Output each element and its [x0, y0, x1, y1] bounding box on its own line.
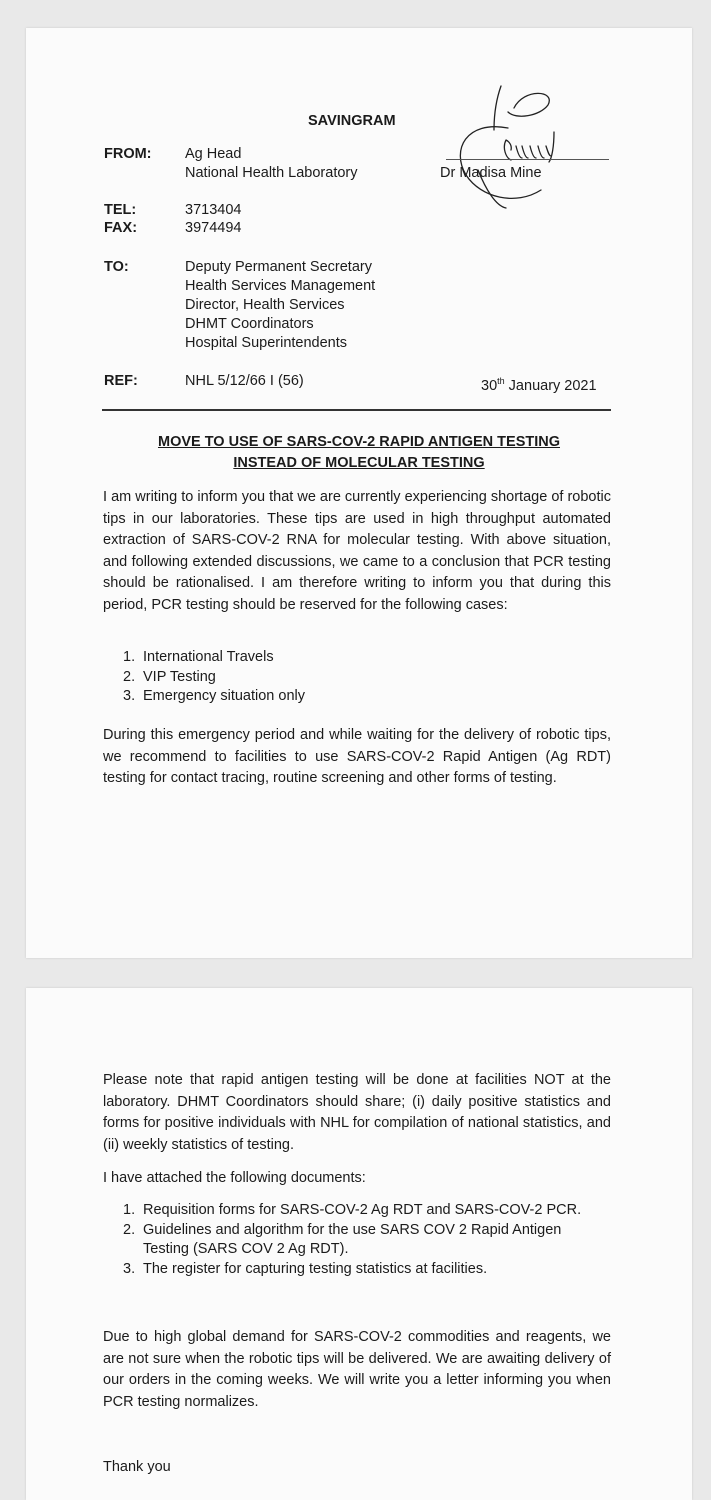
closing-text: Thank you	[103, 1459, 171, 1475]
from-line-2: National Health Laboratory	[185, 165, 358, 181]
from-label: FROM:	[104, 146, 152, 162]
signatory-name: Dr Madisa Mine	[440, 165, 542, 181]
from-line-1: Ag Head	[185, 146, 242, 162]
subject-line-1: MOVE TO USE OF SARS-COV-2 RAPID ANTIGEN TESTING	[157, 434, 560, 450]
list-item: 3. Emergency situation only	[123, 688, 305, 704]
document-title: SAVINGRAM	[308, 113, 396, 129]
body-paragraph-1: I am writing to inform you that we are currently experiencing shortage of robotic tips in our laboratories. These tips are used in high throughput automated extraction of SARS-COV-2 RNA for molecular testing. With above situation, and following extended discussions, we came to a conclusion that PCR testing should be rationalised. I am therefore writing to inform you that during this period, PCR testing should be reserved for the following cases:	[103, 489, 611, 613]
tel-value: 3713404	[185, 202, 242, 218]
to-line-5: Hospital Superintendents	[185, 335, 348, 351]
list-item: 2. VIP Testing	[123, 668, 216, 685]
pcr-cases-list	[123, 648, 305, 707]
to-line-3: Director, Health Services	[185, 297, 345, 313]
body-paragraph-2: During this emergency period and while waiting for the delivery of robotic tips, we recommend to facilities to use SARS-COV-2 Rapid Antigen (Ag RDT) testing for contact tracing, routine screening and other forms of testing.	[103, 727, 611, 786]
list-item: 3. The register for capturing testing statistics at facilities.	[123, 1260, 488, 1277]
subject-line-2: INSTEAD OF MOLECULAR TESTING	[233, 455, 485, 471]
attachments-intro: I have attached the following documents:	[103, 1170, 366, 1186]
letter-page-2	[26, 988, 692, 1500]
body-paragraph-3: Please note that rapid antigen testing will be done at facilities NOT at the laboratory. DHMT Coordinators should share; (i) daily positive statistics and forms for positive individuals with NHL for compilation of national statistics, and (ii) weekly statistics of testing.	[103, 1072, 611, 1153]
tel-label: TEL:	[104, 202, 137, 218]
to-label: TO:	[104, 259, 129, 275]
header-divider	[102, 409, 611, 411]
ref-value: NHL 5/12/66 I (56)	[185, 373, 304, 389]
attachments-list	[123, 1201, 611, 1279]
signature-line	[446, 159, 609, 160]
list-item: 1. International Travels	[123, 649, 274, 665]
list-item: 1. Requisition forms for SARS-COV-2 Ag RDT and SARS-COV-2 PCR.	[123, 1202, 582, 1218]
letter-date: 30th January 2021	[481, 376, 597, 394]
list-item: 2. Guidelines and algorithm for the use SARS COV 2 Rapid Antigen Testing (SARS COV 2 Ag RDT).	[123, 1221, 562, 1257]
fax-value: 3974494	[185, 220, 242, 236]
fax-label: FAX:	[104, 220, 138, 236]
ref-label: REF:	[104, 373, 138, 389]
body-paragraph-4: Due to high global demand for SARS-COV-2 commodities and reagents, we are not sure when the robotic tips will be delivered. We are awaiting delivery of our orders in the coming weeks. We will write you a letter informing you when PCR testing normalizes.	[103, 1329, 611, 1410]
to-line-1: Deputy Permanent Secretary	[185, 259, 372, 275]
to-line-2: Health Services Management	[185, 278, 376, 294]
to-line-4: DHMT Coordinators	[185, 316, 314, 332]
signature-icon	[436, 80, 626, 210]
letter-page-1	[26, 28, 692, 958]
